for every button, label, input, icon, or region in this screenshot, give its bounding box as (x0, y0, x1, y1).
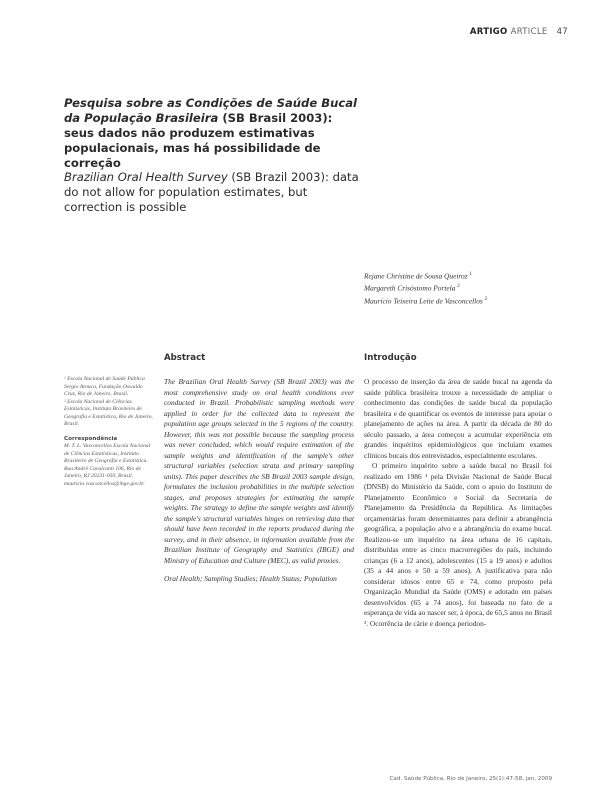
page-number: 47 (556, 27, 568, 37)
author-list (364, 269, 584, 306)
intro-heading: Introdução (364, 353, 417, 363)
running-header (470, 27, 568, 37)
title-en-rest: (SB Brazil 2003): data do not allow for population estimates, but correction is possible (64, 170, 359, 214)
affiliations (64, 376, 154, 488)
footer-citation: Cad. Saúde Pública, Rio de Janeiro, 25(1):47-58, jan, 2009 (389, 776, 552, 782)
affiliation-1: ¹ Escola Nacional de Saúde Pública Sergio Arouca, Fundação Oswaldo Cruz, Rio de Janeiro, Brasil. (64, 376, 145, 397)
correspondence-address: M. T. L. Vasconcellos Escola Nacional de Ciências Estatísticas, Instituto Brasileiro de Geografia e Estatística. Rua André Cavalcanti 106, Rio de Janeiro, RJ 20231-050, Brasil. mauricio.vasconcellos@ibge.gov.br (64, 443, 151, 487)
keywords: Oral Health; Sampling Studies; Health Status; Population (164, 574, 337, 583)
title-pt-rest: (SB Brasil 2003): seus dados não produzem estimativas populacionais, mas há possibilidade de correção (64, 111, 333, 170)
introduction-body (364, 377, 552, 629)
section-label-en: ARTICLE (510, 27, 548, 37)
abstract-text: The Brazilian Oral Health Survey (SB Brazil 2003) was the most comprehensive study on oral health conditions ever conducted in Brazil. Probabilistic sampling methods were applied in order for the collected data to represent the population age groups selected in the 5 regions of the country. However, this was not possible because the sampling process was never concluded, which would require estimation of the sample weights and identification of the sample's other structural variables (selection strata and primary sampling units). This paper describes the SB Brazil 2003 sample design, formulates the inclusion probabilities in the multiple selection stages, and proposes strategies for estimating the sample weights. The strategy to define the sample weights and identify the sample's structural variables hinges on retrieving data that should have been recorded in the reports produced during the survey, and in their absence, in information available from the Brazilian Institute of Geography and Statistics (IBGE) and Ministry of Education and Culture (MEC), as valid proxies. (164, 377, 354, 565)
title-en-italic: Brazilian Oral Health Survey (64, 170, 228, 184)
abstract-heading: Abstract (164, 353, 206, 363)
intro-paragraph-2: O primeiro inquérito sobre a saúde bucal no Brasil foi realizado em 1986 ¹ pela Divisão Nacional de Saúde Bucal (DNSB) do Ministério da Saúde, com o apoio do Instituto de Planejamento Econômico e Social da Secretaria de Planejamento da Presidência da República. As limitações orçamentárias foram determinantes para definir a abrangência geográfica, a população alvo e a abrangência do exame bucal. Realizou-se um inquérito na área urbana de 16 capitais, distribuídas entre as cinco macrorregiões do país, incluindo crianças (6 a 12 anos), adolescentes (15 a 19 anos) e adultos (35 a 44 anos e 50 a 59 anos). A justificativa para não considerar idosos entre 65 e 74, como proposto pela Organização Mundial da Saúde (OMS) e adotado em países desenvolvidos (65 a 74 anos), foi baseada no fato de a esperança de vida ao nascer ser, à época, de 65,5 anos no Brasil ². Ocorrência de cárie e doença periodon- (364, 461, 552, 628)
intro-paragraph-1: O processo de inserção da área de saúde bucal na agenda da saúde pública brasileira trouxe a necessidade de ampliar o conhecimento das condições de saúde bucal da população brasileira e de quantificar os eventos de interesse para apoiar o planejamento de ações na área. A partir da década de 80 do século passado, a área começou a acumular experiência em grandes inquéritos epidemiológicos que incluíam exames clínicos bucais dos entrevistados, especialmente escolares. (364, 377, 552, 460)
title-pt-italic: Pesquisa sobre as Condições de Saúde Bucal da População Brasileira (64, 96, 358, 125)
affiliation-2: ² Escola Nacional de Ciências Estatísticas, Instituto Brasileiro de Geografia e Estatística, Rio de Janeiro, Brasil. (64, 398, 153, 427)
author: Maurício Teixeira Leite de Vasconcellos $^2$ (364, 296, 488, 306)
correspondence-label: Correspondência (64, 435, 118, 442)
title-portuguese (64, 96, 364, 171)
abstract-body (164, 377, 354, 585)
author: Margareth Crisóstomo Portela $^2$ (364, 283, 460, 293)
title-english (64, 170, 364, 215)
section-label-pt: ARTIGO (469, 27, 508, 37)
author: Rejane Christine de Sousa Queiroz $^1$ (364, 271, 472, 281)
